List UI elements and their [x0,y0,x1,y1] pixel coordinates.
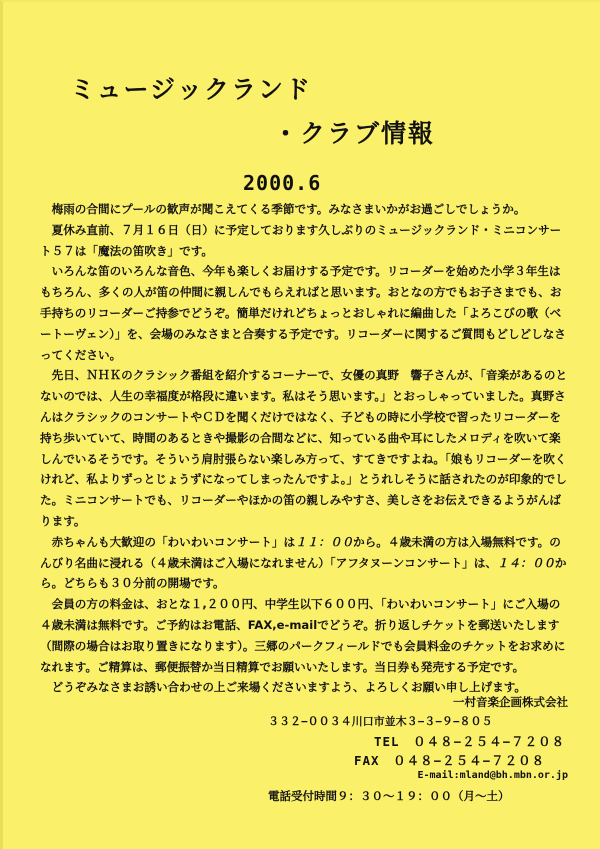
paragraph-concert-description: いろんな笛のいろんな音色、今年も楽しくお届けする予定です。リコーダーを始めた小学３年生はもちろん、多くの人が笛の仲間に親しんでもらえればと思います。おとなの方でもお子さまでも、お手持ちのリコーダーご持参でどうぞ。簡単だけれどちょっとおしゃれに編曲した「よろこびの歌（ベートーヴェン）」を、会場のみなさまと合奏する予定です。リコーダーに関するご質問もどしどしなさってください。 [40,264,566,362]
issue-date: 2000.6 [243,171,322,195]
paragraph-nhk-story: 先日、ＮＨＫのクラシック番組を紹介するコーナーで、女優の真野 響子さんが、「音楽があるのとないのでは、人生の幸福度が格段に違います。私はそう思います。」とおっしゃっていました。真野さんはクラシックのコンサートやＣＤを聞くだけではなく、子どもの時に小学校で習ったリコーダーを持ち歩いていて、時間のあるときや撮影の合間などに、知っている曲や耳にしたメロディを吹いて楽しんでいるそうです。そういう肩肘張らない楽しみ方って、すてきですよね。「娘もリコーダーを吹くけれど、私よりずっとじょうずになってしまったんですよ。」とうれしそうに話されたのが印象的でした。ミニコンサートでも、リコーダーやほかの笛の親しみやすさ、美しさをお伝えできるようがんばります。 [40,368,568,528]
paragraph-concert-announcement: 夏休み直前、７月１６日（日）に予定しております久しぶりのミュージックランド・ミニコンサート５７は「魔法の笛吹き」です。 [40,222,562,258]
times-text-3: から。どちらも３０分前の開場です。 [40,555,567,591]
article-body [40,199,568,698]
time-afternoon: １４：００ [496,555,555,570]
company-name: 一村音楽企画株式会社 [453,695,568,709]
times-text-1: 赤ちゃんも大歓迎の「わいわいコンサート」は [51,534,296,549]
time-waiwai: １１：００ [295,534,354,549]
paragraph-concert-times [40,532,568,594]
phone-number: TEL ０４８−２５４−７２０８ [374,734,566,749]
postal-address: ３３２−００３４川口市並木３−３−９−８０５ [268,715,493,728]
paragraph-greeting: 梅雨の合間にプールの歓声が聞こえてくる季節です。みなさまいかがお過ごしでしょうか。 [51,202,526,216]
email-address: E-mail:mland@bh.mbn.or.jp [417,770,568,781]
newsletter-subtitle: ・クラブ情報 [273,119,436,148]
times-text-2: から。４歳未満の方は入場無料です。のんびり名曲に浸れる（４歳未満はご入場になれません）「アフタヌーンコンサート」は、 [40,534,561,570]
newsletter-title: ミュージックランド [70,75,313,104]
phone-hours: 電話受付時間９：３０〜１９：００（月〜土） [268,789,510,803]
paragraph-pricing: 会員の方の料金は、おとな１,２００円、中学生以下６００円、「わいわいコンサート」にご入場の４歳未満は無料です。ご予約はお電話、FAX,e-mailでどうぞ。折り返しチケットを郵送いたします（間際の場合はお取り置きになります）。三郷のパークフィールドでも会員料金のチケットをお求めになれます。ご精算は、郵便振替か当日精算でお願いいたします。当日券も発売する予定です。 [40,597,566,674]
fax-number: FAX ０４８−２５４−７２０８ [354,753,546,768]
paragraph-closing: どうぞみなさまお誘い合わせの上ご来場くださいますよう、よろしくお願い申し上げます。 [51,680,527,695]
